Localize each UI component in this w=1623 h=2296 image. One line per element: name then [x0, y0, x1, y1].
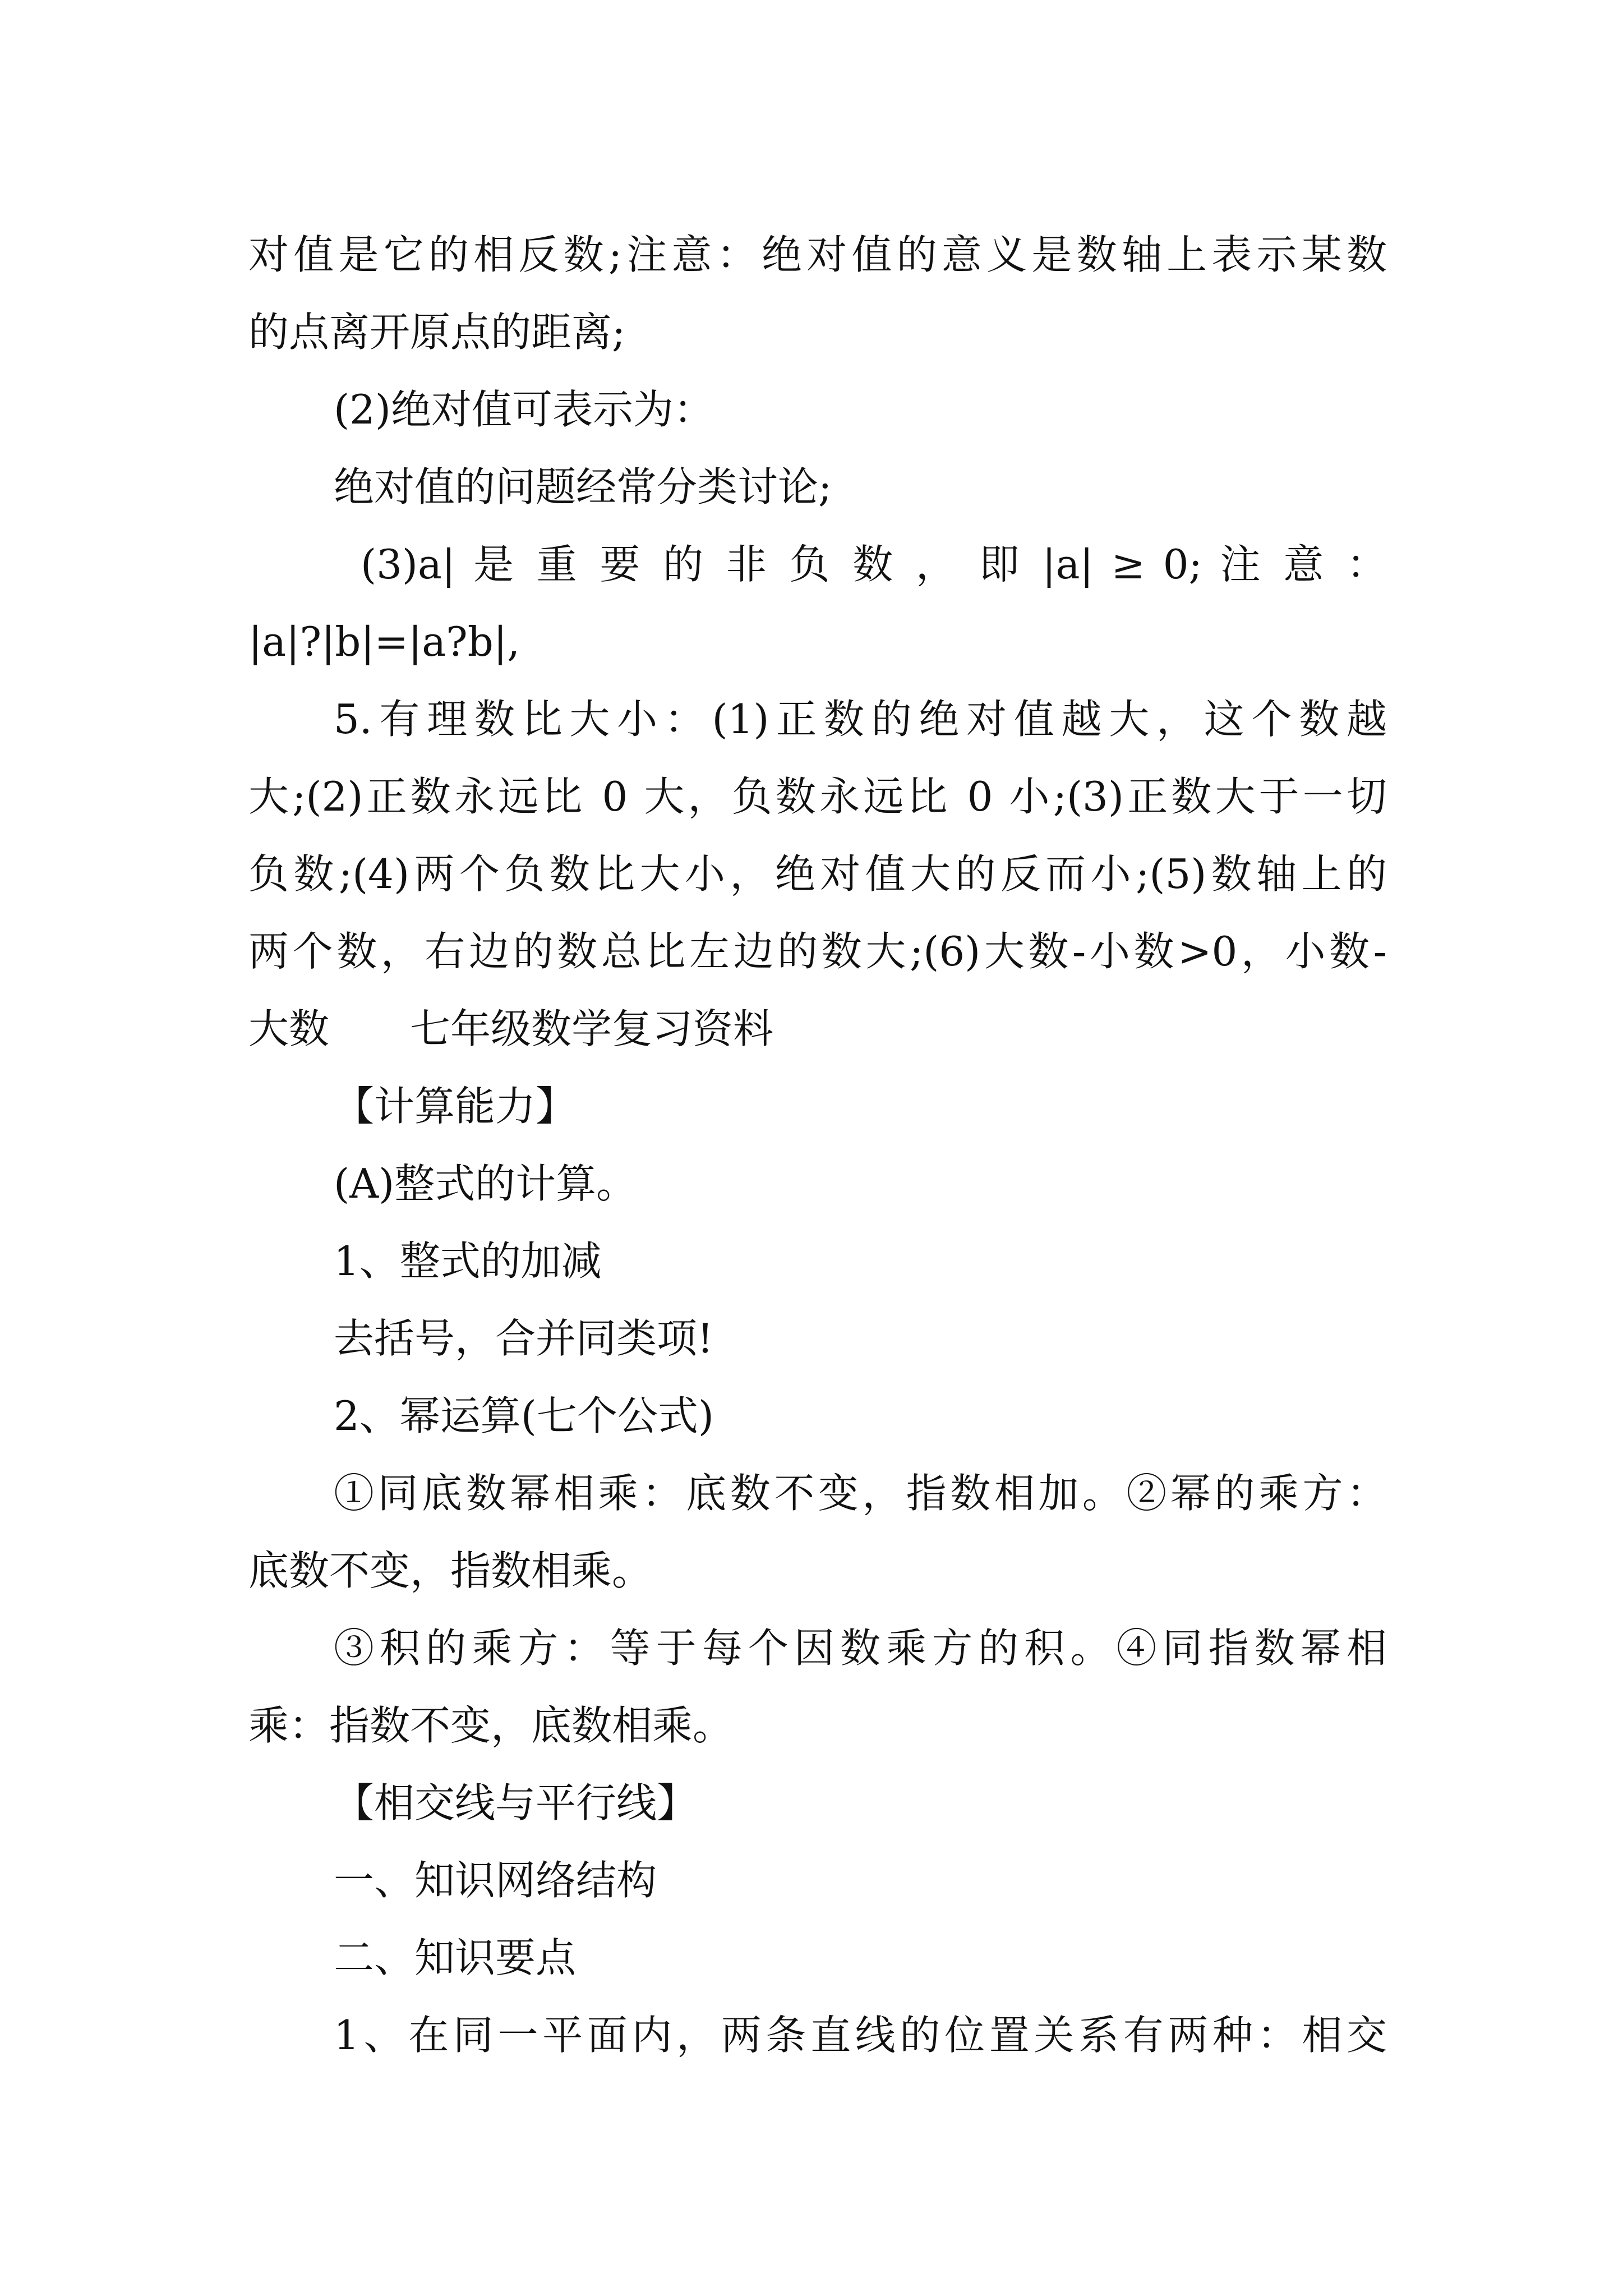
text-line-4: 绝对值的问题经常分类讨论; — [334, 463, 832, 510]
text-line-15: 去括号，合并同类项! — [334, 1315, 713, 1362]
text-line-19: ③积的乘方：等于每个因数乘方的积。④同指数幂相 — [334, 1625, 1387, 1672]
text-line-11: 大数 七年级数学复习资料 — [248, 1005, 774, 1052]
text-line-13: (A)整式的计算。 — [334, 1160, 637, 1207]
text-line-3: (2)绝对值可表示为： — [334, 386, 714, 433]
text-line-18: 底数不变，指数相乘。 — [248, 1547, 653, 1594]
text-line-1: 对值是它的相反数;注意：绝对值的意义是数轴上表示某数 — [248, 231, 1387, 278]
text-line-9: 负数;(4)两个负数比大小，绝对值大的反而小;(5)数轴上的 — [248, 850, 1387, 898]
text-line-10: 两个数，右边的数总比左边的数大;(6)大数-小数>0，小数- — [248, 928, 1387, 975]
text-line-23: 二、知识要点 — [334, 1934, 577, 1981]
text-line-24: 1、在同一平面内，两条直线的位置关系有两种：相交 — [334, 2012, 1387, 2059]
text-line-14: 1、整式的加减 — [334, 1237, 602, 1285]
text-line-8: 大;(2)正数永远比 0 大，负数永远比 0 小;(3)正数大于一切 — [248, 773, 1387, 820]
section-heading-lines: 【相交线与平行线】 — [334, 1779, 698, 1826]
text-line-17: ①同底数幂相乘：底数不变，指数相加。②幂的乘方： — [334, 1470, 1387, 1517]
document-body — [248, 216, 1387, 2074]
text-line-5: (3)a| 是 重 要 的 非 负 数 ， 即 |a| ≥ 0; 注 意 ： — [361, 541, 1387, 588]
section-heading-calculation: 【计算能力】 — [334, 1083, 577, 1130]
text-line-7: 5.有理数比大小：(1)正数的绝对值越大，这个数越 — [334, 696, 1387, 743]
text-line-20: 乘：指数不变，底数相乘。 — [248, 1702, 734, 1749]
text-line-2: 的点离开原点的距离; — [248, 309, 626, 356]
text-line-16: 2、幂运算(七个公式) — [334, 1392, 714, 1439]
text-line-6: |a|?|b|=|a?b|, — [248, 618, 520, 665]
text-line-22: 一、知识网络结构 — [334, 1857, 657, 1904]
